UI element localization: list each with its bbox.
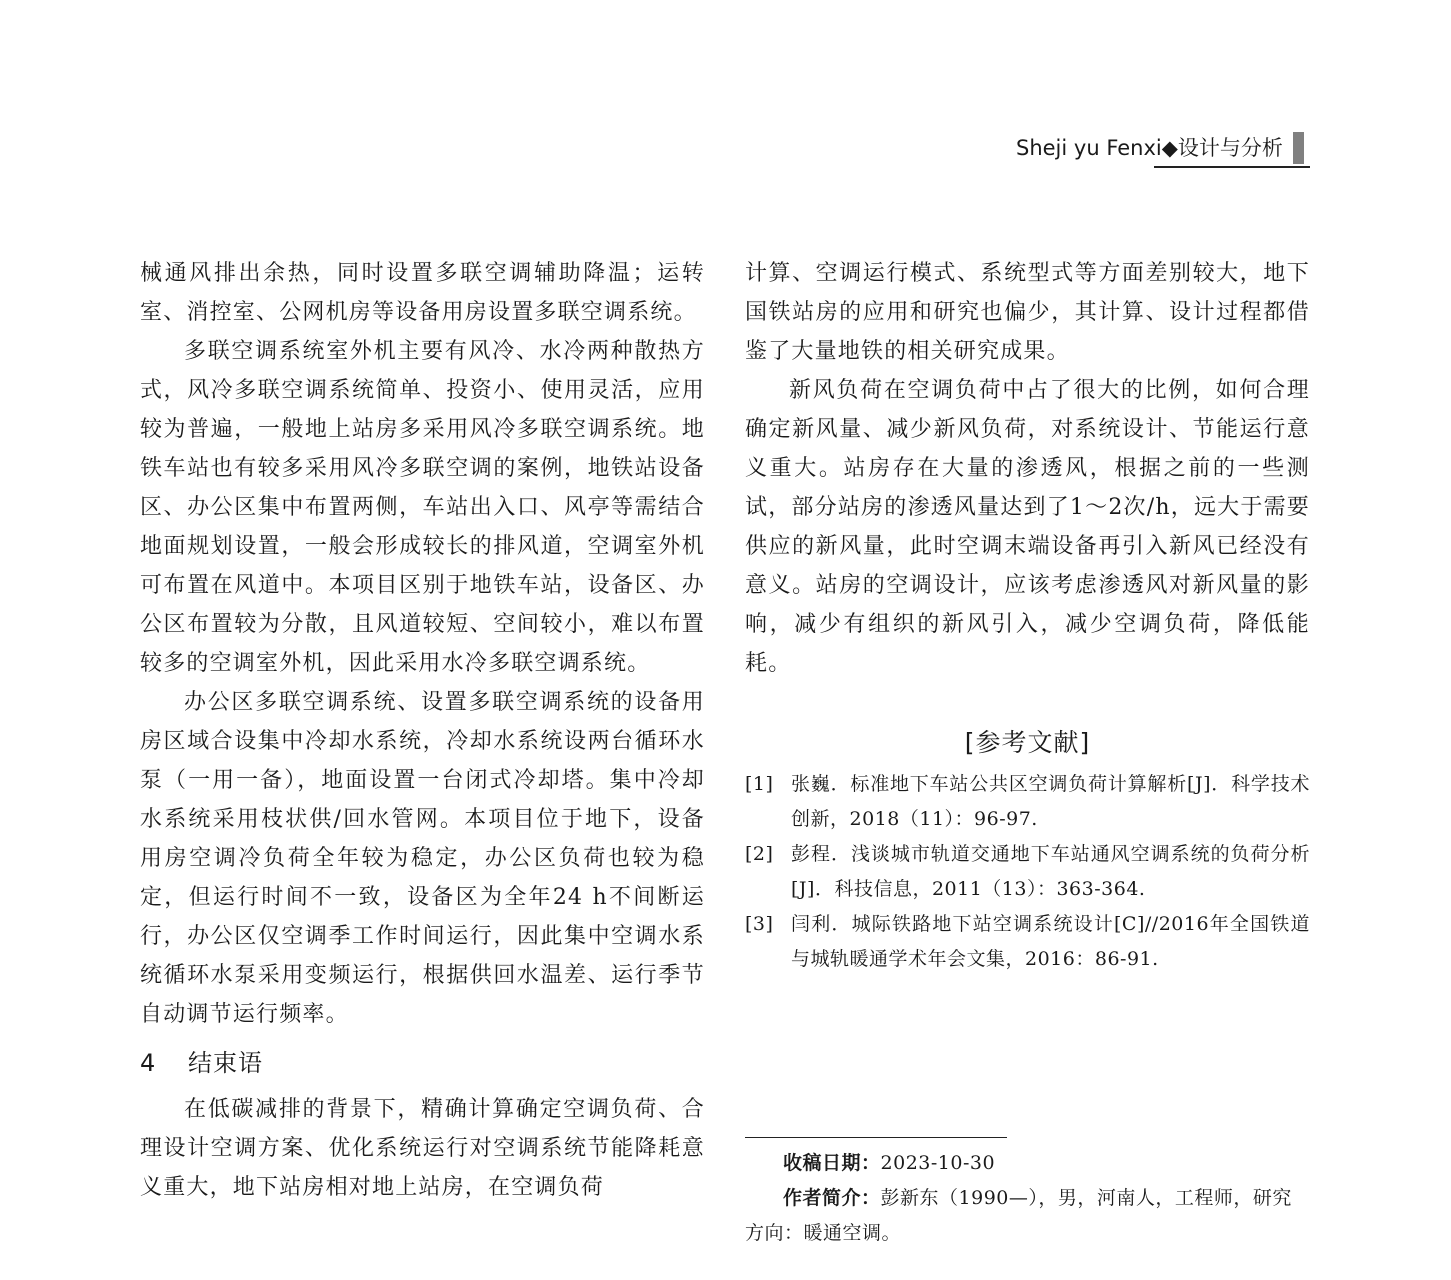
header-bar-marker bbox=[1293, 132, 1304, 164]
header-text: Sheji yu Fenxi◆设计与分析 bbox=[1016, 136, 1283, 160]
reference-item bbox=[745, 767, 1310, 837]
references-title: [参考文献] bbox=[964, 728, 1091, 757]
body-paragraph: 办公区多联空调系统、设置多联空调系统的设备用房区域合设集中冷却水系统，冷却水系统设两台循环水泵（一用一备），地面设置一台闭式冷却塔。集中冷却水系统采用枝状供/回水管网。本项目位于地下，设备用房空调冷负荷全年较为稳定，办公区负荷也较为稳定，但运行时间不一致，设备区为全年24 h不间断运行，办公区仅空调季工作时间运行，因此集中空调水系统循环水泵采用变频运行，根据供回水温差、运行季节自动调节运行频率。 bbox=[140, 690, 705, 1027]
reference-text: 闫利．城际铁路地下站空调系统设计[C]//2016年全国铁道与城轨暖通学术年会文集，2016：86-91. bbox=[791, 913, 1310, 970]
reference-item bbox=[745, 837, 1310, 907]
reference-number: [3] bbox=[745, 913, 774, 935]
body-paragraph: 多联空调系统室外机主要有风冷、水冷两种散热方式，风冷多联空调系统简单、投资小、使用灵活，应用较为普遍，一般地上站房多采用风冷多联空调系统。地铁车站也有较多采用风冷多联空调的案例，地铁站设备区、办公区集中布置两侧，车站出入口、风亭等需结合地面规划设置，一般会形成较长的排风道，空调室外机可布置在风道中。本项目区别于地铁车站，设备区、办公区布置较为分散，且风道较短、空间较小，难以布置较多的空调室外机，因此采用水冷多联空调系统。 bbox=[140, 339, 705, 676]
body-paragraph: 新风负荷在空调负荷中占了很大的比例，如何合理确定新风量、减少新风负荷，对系统设计、节能运行意义重大。站房存在大量的渗透风，根据之前的一些测试，部分站房的渗透风量达到了1～2次/h，远大于需要供应的新风量，此时空调末端设备再引入新风已经没有意义。站房的空调设计，应该考虑渗透风对新风量的影响，减少有组织的新风引入，减少空调负荷，降低能耗。 bbox=[745, 378, 1310, 676]
received-label: 收稿日期： bbox=[783, 1152, 881, 1174]
reference-number: [1] bbox=[745, 773, 774, 795]
section-title: 结束语 bbox=[188, 1049, 263, 1077]
right-column bbox=[745, 254, 1310, 977]
body-paragraph: 械通风排出余热，同时设置多联空调辅助降温；运转室、消控室、公网机房等设备用房设置多联空调系统。 bbox=[140, 261, 705, 325]
received-date bbox=[745, 1146, 1310, 1181]
reference-text: 彭程．浅谈城市轨道交通地下车站通风空调系统的负荷分析[J]．科技信息，2011（13）：363-364. bbox=[791, 843, 1310, 900]
author-label: 作者简介： bbox=[783, 1187, 881, 1209]
reference-text: 张巍．标准地下车站公共区空调负荷计算解析[J]．科学技术创新，2018（11）：96-97. bbox=[791, 773, 1310, 830]
section-heading bbox=[140, 1046, 705, 1080]
author-value: 彭新东（1990—），男，河南人，工程师，研究方向：暖通空调。 bbox=[745, 1187, 1292, 1244]
footnote-rule bbox=[745, 1137, 1007, 1138]
footnote bbox=[745, 1137, 1310, 1251]
author-info bbox=[745, 1181, 1310, 1251]
running-header bbox=[1016, 130, 1310, 170]
body-paragraph: 计算、空调运行模式、系统型式等方面差别较大，地下国铁站房的应用和研究也偏少，其计算、设计过程都借鉴了大量地铁的相关研究成果。 bbox=[745, 261, 1310, 364]
left-column bbox=[140, 254, 705, 1207]
reference-item bbox=[745, 907, 1310, 977]
section-number: 4 bbox=[140, 1049, 157, 1077]
header-rule bbox=[1154, 166, 1310, 168]
body-paragraph: 在低碳减排的背景下，精确计算确定空调负荷、合理设计空调方案、优化系统运行对空调系统节能降耗意义重大，地下站房相对地上站房，在空调负荷 bbox=[140, 1097, 705, 1200]
reference-number: [2] bbox=[745, 843, 774, 865]
received-value: 2023-10-30 bbox=[880, 1152, 996, 1174]
